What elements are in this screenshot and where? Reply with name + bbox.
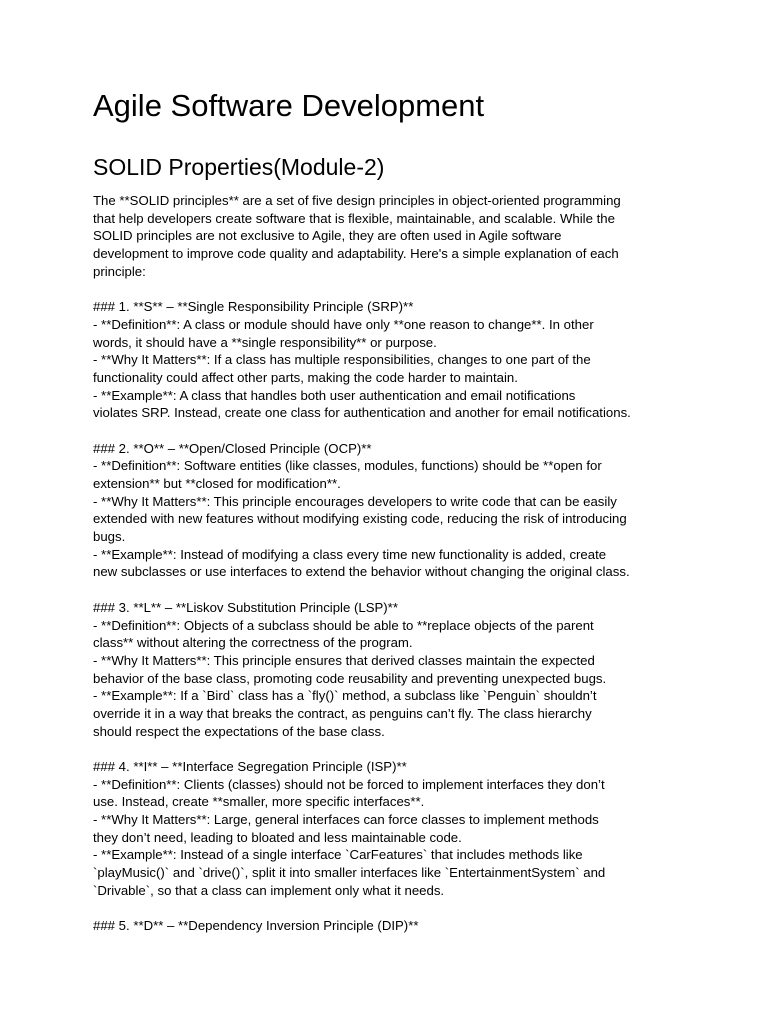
text-line: - **Definition**: Clients (classes) should not be forced to implement interfaces they don’t [93,776,605,792]
text-line: ### 4. **I** – **Interface Segregation Principle (ISP)** [93,759,407,774]
text-line: `playMusic()` and `drive()`, split it into smaller interfaces like `EntertainmentSystem` and [93,865,606,881]
text-line: - **Example**: A class that handles both user authentication and email notifications [93,387,576,403]
paragraph-gap [93,900,683,918]
text-line: extension** but **closed for modification**. [93,476,341,491]
text-line: - **Why It Matters**: This principle encourages developers to write code that can be easily [93,493,617,509]
text-line: `Drivable`, so that a class can implement only what it needs. [93,882,445,898]
text-line: - **Example**: If a `Bird` class has a `fly()` method, a subclass like `Penguin` shouldn’t [93,688,597,704]
text-line: SOLID principles are not exclusive to Agile, they are often used in Agile software [93,228,562,244]
text-line: principle: [93,263,146,279]
text-line: extended with new features without modifying existing code, reducing the risk of introducing [93,511,627,527]
text-line: The **SOLID principles** are a set of five design principles in object-oriented programming [93,193,621,208]
text-line: should respect the expectations of the base class. [93,723,385,739]
paragraph-gap [93,740,683,758]
text-line: ### 1. **S** – **Single Responsibility Principle (SRP)** [93,299,414,315]
text-line: - **Definition**: Objects of a subclass should be able to **replace objects of the parent [93,617,594,633]
text-line: - **Example**: Instead of a single interface `CarFeatures` that includes methods like [93,847,583,863]
text-line: functionality could affect other parts, making the code harder to maintain. [93,369,518,385]
document-title: Agile Software Development [93,88,485,123]
text-line: violates SRP. Instead, create one class for authentication and another for email notifications. [93,405,631,421]
text-line: - **Why It Matters**: Large, general interfaces can force classes to implement methods [93,812,599,828]
text-line: - **Why It Matters**: If a class has multiple responsibilities, changes to one part of the [93,352,591,368]
text-line: - **Example**: Instead of modifying a class every time new functionality is added, create [93,546,607,562]
text-line: development to improve code quality and adaptability. Here's a simple explanation of each [93,246,619,262]
text-line: class** without altering the correctness of the program. [93,635,413,651]
paragraph-gap [93,280,683,298]
text-line: - **Why It Matters**: This principle ensures that derived classes maintain the expected [93,652,595,668]
document-body [93,192,683,935]
text-line: ### 3. **L** – **Liskov Substitution Principle (LSP)** [93,599,398,615]
text-line: new subclasses or use interfaces to extend the behavior without changing the original class. [93,564,630,580]
text-line: - **Definition**: Software entities (like classes, modules, functions) should be **open for [93,458,602,474]
document-subtitle: SOLID Properties(Module-2) [93,154,385,180]
text-line: ### 2. **O** – **Open/Closed Principle (OCP)** [93,440,372,456]
text-line: behavior of the base class, promoting code reusability and preventing unexpected bugs. [93,670,607,686]
text-line: words, it should have a **single responsibility** or purpose. [93,334,437,350]
paragraph-gap [93,422,683,440]
text-line: use. Instead, create **smaller, more specific interfaces**. [93,794,425,810]
text-line: bugs. [93,529,126,545]
text-line: - **Definition**: A class or module should have only **one reason to change**. In other [93,316,594,332]
text-line: they don’t need, leading to bloated and less maintainable code. [93,829,462,845]
text-line: override it in a way that breaks the contract, as penguins can’t fly. The class hierarchy [93,705,592,721]
text-line: ### 5. **D** – **Dependency Inversion Principle (DIP)** [93,918,419,934]
text-line: that help developers create software that is flexible, maintainable, and scalable. While the [93,210,615,226]
paragraph-gap [93,581,683,599]
